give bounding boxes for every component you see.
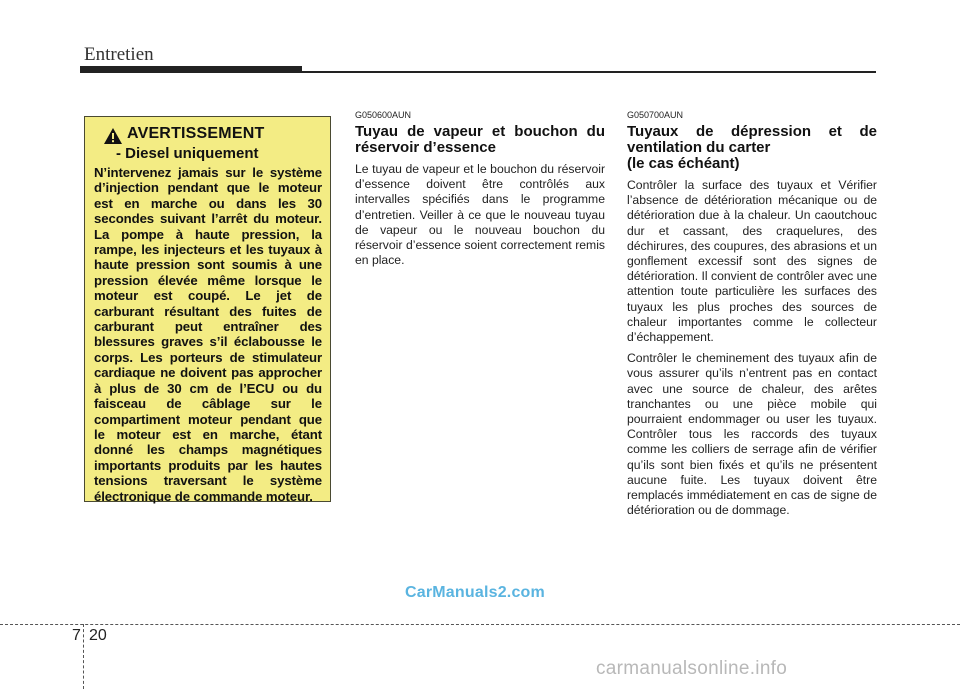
- section-code: G050600AUN: [355, 110, 412, 120]
- warning-title: AVERTISSEMENT: [127, 125, 265, 142]
- section-title: [627, 124, 877, 172]
- section-paragraph: Le tuyau de vapeur et le bouchon du réservoir d’essence doivent être contrôlés aux intervalles spécifiés dans le programme d’entretien. Veiller à ce que le nouveau tuyau de vapeur ou le nouveau bouchon du réservoir d’essence soient correctement remis en place.: [355, 162, 605, 268]
- section-code: G050700AUN: [627, 110, 684, 120]
- section-vapor-hose: [355, 110, 605, 274]
- warning-triangle-icon: [103, 127, 123, 145]
- chapter-number: 7: [72, 627, 81, 644]
- section-title-line: (le cas échéant): [627, 155, 740, 172]
- warning-box: [84, 116, 331, 502]
- section-title: Tuyau de vapeur et bouchon du réservoir d’essence: [355, 123, 605, 156]
- site-footer-link[interactable]: carmanualsonline.info: [596, 658, 788, 679]
- section-paragraph: Contrôler le cheminement des tuyaux afin de vous assurer qu’ils n’entrent pas en contact avec une source de chaleur, des arêtes tranchantes ou une pièce mobile qui pourraient endommager ou user les tuyaux. Contrôler tous les raccords des tuyaux comme les colliers de serrage afin de vérifier qu’ils sont bien fixés et qu’ils ne présentent aucune fuite. Les tuyaux doivent être remplacés immédiatement en cas de signe de détérioration ou de dommage.: [627, 351, 877, 518]
- footer-divider: [83, 624, 84, 689]
- section-paragraph: Contrôler la surface des tuyaux et Vérifier l’absence de détérioration mécanique ou de détérioration due à la chaleur. Un caoutchouc dur et cassant, des craquelures, des déchirures, des coupures, des abrasions et un gonflement excessif sont des signes de détérioration. Il convient de contrôler avec une attention toute particulière les surfaces des tuyaux les plus proches des sources de chaleur importantes comme le collecteur d’échappement.: [627, 178, 877, 345]
- warning-header: [94, 123, 322, 165]
- header-rule-thin: [302, 71, 876, 73]
- warning-subtitle: - Diesel uniquement: [116, 145, 259, 162]
- section-vacuum-hoses: [627, 110, 877, 524]
- section-title-line: Tuyaux de dépression et de ventilation du carter: [627, 123, 877, 156]
- footer-rule: [0, 624, 960, 625]
- warning-body: N’intervenez jamais sur le système d’injection pendant que le moteur est en marche ou dans les 30 secondes suivant l’arrêt du moteur. La pompe à haute pression, la rampe, les injecteurs et les tuyaux à haute pression sont soumis à une pression élevée même lorsque le moteur est coupé. Le jet de carburant résultant des fuites de carburant peut entraîner des blessures graves s’il éclabousse le corps. Les porteurs de stimulateur cardiaque ne doivent pas approcher à plus de 30 cm de l’ECU ou du faisceau de câblage sur le compartiment moteur pendant que le moteur est en marche, étant donné les champs magnétiques importants produits par les hautes tensions traversant le système électronique de commande moteur.: [94, 165, 322, 504]
- page-number: 20: [89, 627, 107, 644]
- header-rule-thick: [80, 66, 302, 73]
- watermark-link[interactable]: CarManuals2.com: [405, 584, 545, 601]
- header-title: Entretien: [84, 44, 154, 65]
